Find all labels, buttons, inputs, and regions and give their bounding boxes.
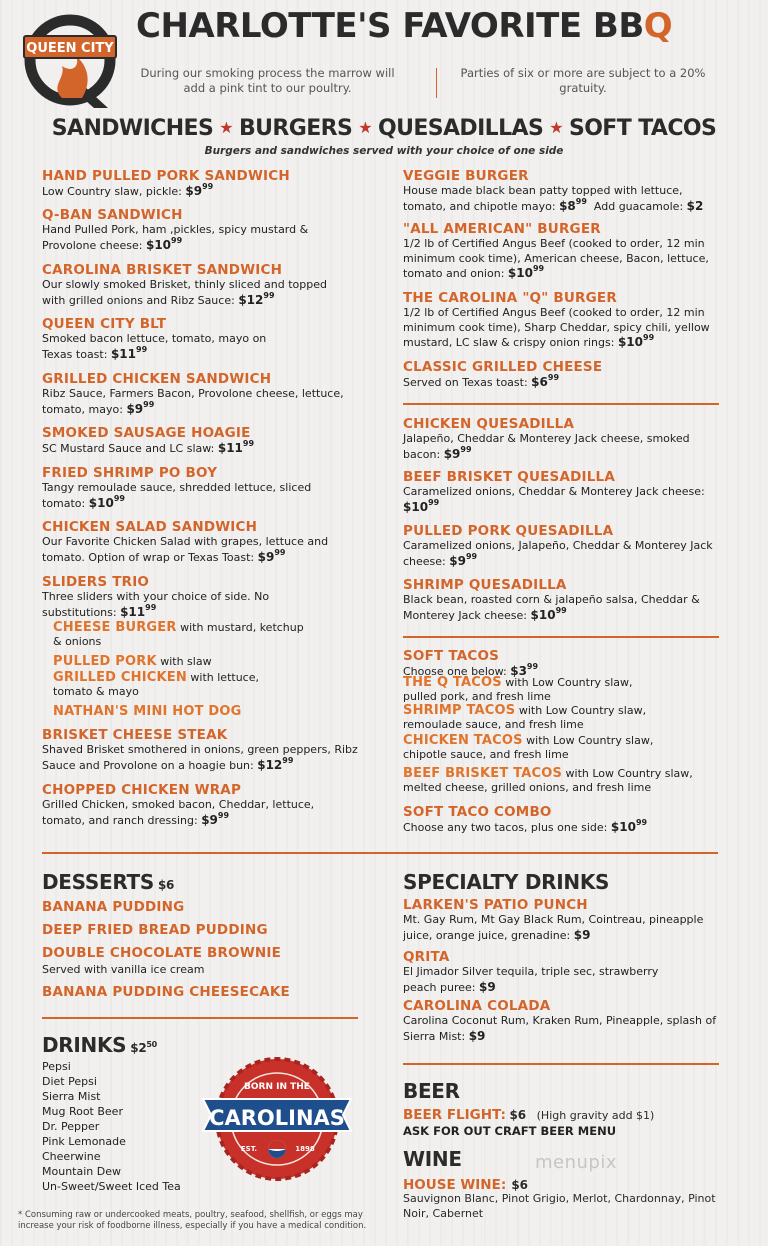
category-burgers: BURGERS [238, 116, 353, 141]
specialty-drinks-title: SPECIALTY DRINKS [403, 870, 610, 894]
list-item: Mountain Dew [42, 1165, 121, 1178]
menu-item: SOFT TACOS Choose one below: $\$3^{99}$ [403, 648, 539, 678]
menu-item: PULLED PORK QUESADILLA Caramelized onions, Jalapeño, Cheddar & Monterey Jack cheese: $\$9^{99}$ [403, 523, 713, 568]
gratuity-note: Parties of six or more are subject to a 20% gratuity. [460, 66, 706, 95]
drinks-list [42, 1059, 181, 1194]
page-title: CHARLOTTE'S FAVORITE BBQ [136, 6, 673, 46]
menu-item: CLASSIC GRILLED CHEESE Served on Texas toast: $\$6^{99}$ [403, 359, 603, 389]
dessert-item: BANANA PUDDING CHEESECAKE [42, 984, 290, 1000]
wine-description: Sauvignon Blanc, Pinot Grigio, Merlot, Chardonnay, Pinot Noir, Cabernet [403, 1192, 716, 1220]
list-item: Sierra Mist [42, 1090, 101, 1103]
list-item: Diet Pepsi [42, 1075, 97, 1088]
star-icon: ★ [219, 118, 233, 137]
svg-text:EST.: EST. [240, 1145, 258, 1153]
menu-item: LARKEN'S PATIO PUNCH Mt. Gay Rum, Mt Gay Black Rum, Cointreau, pineapple juice, orange juice, grenadine: $9 [403, 897, 704, 942]
svg-text:CAROLINAS: CAROLINAS [209, 1106, 345, 1130]
header-divider [436, 68, 437, 98]
list-item: Un-Sweet/Sweet Iced Tea [42, 1180, 181, 1193]
section-divider [42, 852, 718, 854]
section-divider [403, 636, 719, 638]
category-soft-tacos: SOFT TACOS [568, 116, 717, 141]
menu-item: Q-BAN SANDWICH Hand Pulled Pork, ham ,pickles, spicy mustard & Provolone cheese: $\$10^{99}$ [42, 207, 309, 252]
category-sandwiches: SANDWICHES [51, 116, 214, 141]
list-item: Cheerwine [42, 1150, 101, 1163]
menu-item: FRIED SHRIMP PO BOY Tangy remoulade sauce, shredded lettuce, sliced tomato: $\$10^{99}$ [42, 465, 312, 510]
svg-text:BORN IN THE: BORN IN THE [244, 1082, 310, 1092]
dessert-description: Served with vanilla ice cream [42, 963, 205, 976]
desserts-title: DESSERTS $6 [42, 870, 175, 894]
poultry-note: During our smoking process the marrow will add a pink tint to our poultry. [140, 66, 395, 95]
menu-item: CAROLINA COLADA Carolina Coconut Rum, Kraken Rum, Pineapple, splash of Sierra Mist: $9 [403, 998, 717, 1043]
menu-item: SHRIMP QUESADILLA Black bean, roasted corn & jalapeño salsa, Cheddar & Monterey Jack cheese: $\$10^{99}$ [403, 577, 700, 622]
star-icon: ★ [358, 118, 372, 137]
menu-item: THE CAROLINA "Q" BURGER 1/2 lb of Certified Angus Beef (cooked to order, 12 min minimum cook time), Sharp Cheddar, spicy chili, yellow mustard, LC slaw & crispy onion rings: $\$10^{99}$ [403, 290, 710, 349]
menu-item: QUEEN CITY BLT Smoked bacon lettuce, tomato, mayo on Texas toast: $\$11^{99}$ [42, 316, 267, 361]
slider-option: NATHAN'S MINI HOT DOG [53, 704, 242, 719]
dessert-item: DEEP FRIED BREAD PUDDING [42, 922, 268, 938]
category-subtitle: Burgers and sandwiches served with your choice of one side [204, 145, 564, 157]
menu-item: CHICKEN SALAD SANDWICH Our Favorite Chicken Salad with grapes, lettuce and tomato. Option of wrap or Texas Toast: $\$9^{99}$ [42, 519, 329, 564]
svg-text:QUEEN CITY: QUEEN CITY [26, 41, 114, 56]
list-item: Mug Root Beer [42, 1105, 123, 1118]
queen-city-logo [22, 8, 118, 110]
menu-item: HAND PULLED PORK SANDWICH Low Country slaw, pickle: $\$9^{99}$ [42, 168, 290, 198]
taco-option: CHICKEN TACOS with Low Country slaw, chipotle sauce, and fresh lime [403, 733, 654, 761]
slider-option: GRILLED CHICKEN with lettuce, tomato & mayo [53, 670, 259, 698]
slider-option: PULLED PORK with slaw [53, 654, 212, 669]
star-icon: ★ [549, 118, 563, 137]
svg-text:1898: 1898 [295, 1145, 315, 1153]
beer-flight: BEER FLIGHT: $6 (High gravity add $1) [403, 1107, 655, 1123]
section-divider [42, 1017, 358, 1019]
category-bar [0, 116, 768, 141]
menu-item: BRISKET CHEESE STEAK Shaved Brisket smothered in onions, green peppers, Ribz Sauce and Provolone on a hoagie bun: $\$12^{99}$ [42, 727, 358, 772]
menu-item: VEGGIE BURGER House made black bean patty topped with lettuce, tomato, and chipotle mayo: $\$8^{99}$ Add guacamole: $2 [403, 168, 704, 213]
menu-item: CHICKEN QUESADILLA Jalapeño, Cheddar & Monterey Jack cheese, smoked bacon: $\$9^{99}$ [403, 416, 690, 461]
menu-item: CAROLINA BRISKET SANDWICH Our slowly smoked Brisket, thinly sliced and topped with grilled onions and Ribz Sauce: $\$12^{99}$ [42, 262, 327, 307]
section-divider [403, 403, 719, 405]
menu-item: SMOKED SAUSAGE HOAGIE SC Mustard Sauce and LC slaw: $\$11^{99}$ [42, 425, 255, 455]
taco-option: THE Q TACOS with Low Country slaw, pulled pork, and fresh lime [403, 675, 633, 703]
watermark: menupix [535, 1152, 618, 1173]
section-divider [403, 1063, 719, 1065]
menu-item: "ALL AMERICAN" BURGER 1/2 lb of Certified Angus Beef (cooked to order, 12 min minimum cook time), American cheese, Bacon, lettuce, tomato and onion: $\$10^{99}$ [403, 221, 709, 280]
taco-option: BEEF BRISKET TACOS with Low Country slaw, melted cheese, grilled onions, and fresh lime [403, 766, 693, 794]
taco-option: SHRIMP TACOS with Low Country slaw, remoulade sauce, and fresh lime [403, 703, 647, 731]
born-in-the-carolinas-badge [193, 1055, 361, 1183]
menu-item: GRILLED CHICKEN SANDWICH Ribz Sauce, Farmers Bacon, Provolone cheese, lettuce, tomato, mayo: $\$9^{99}$ [42, 371, 344, 416]
dessert-item: DOUBLE CHOCOLATE BROWNIE [42, 945, 282, 961]
menu-item: BEEF BRISKET QUESADILLA Caramelized onions, Cheddar & Monterey Jack cheese: $\$10^{99}$ [403, 469, 705, 514]
list-item: Pepsi [42, 1060, 71, 1073]
list-item: Pink Lemonade [42, 1135, 126, 1148]
slider-option: CHEESE BURGER with mustard, ketchup & onions [53, 620, 304, 648]
menu-item: SLIDERS TRIO Three sliders with your choice of side. No substitutions: $\$11^{99}$ [42, 574, 270, 619]
drinks-title: DRINKS $\$2^{50}$ [42, 1033, 157, 1057]
list-item: Dr. Pepper [42, 1120, 100, 1133]
wine-title: WINE [403, 1147, 462, 1171]
house-wine: HOUSE WINE: $6 [403, 1177, 529, 1193]
menu-item: QRITA El Jimador Silver tequila, triple sec, strawberry peach puree: $9 [403, 949, 659, 994]
menu-item: CHOPPED CHICKEN WRAP Grilled Chicken, smoked bacon, Cheddar, lettuce, tomato, and ranch dressing: $\$9^{99}$ [42, 782, 315, 827]
craft-beer-note: ASK FOR OUT CRAFT BEER MENU [403, 1124, 617, 1138]
menu-item: SOFT TACO COMBO Choose any two tacos, plus one side: $\$10^{99}$ [403, 804, 648, 834]
beer-title: BEER [403, 1079, 460, 1103]
dessert-item: BANANA PUDDING [42, 899, 185, 915]
food-safety-footnote: * Consuming raw or undercooked meats, poultry, seafood, shellfish, or eggs may increase your risk of foodborne illness, especially if you have a medical condition. [18, 1210, 367, 1231]
category-quesadillas: QUESADILLAS [377, 116, 544, 141]
